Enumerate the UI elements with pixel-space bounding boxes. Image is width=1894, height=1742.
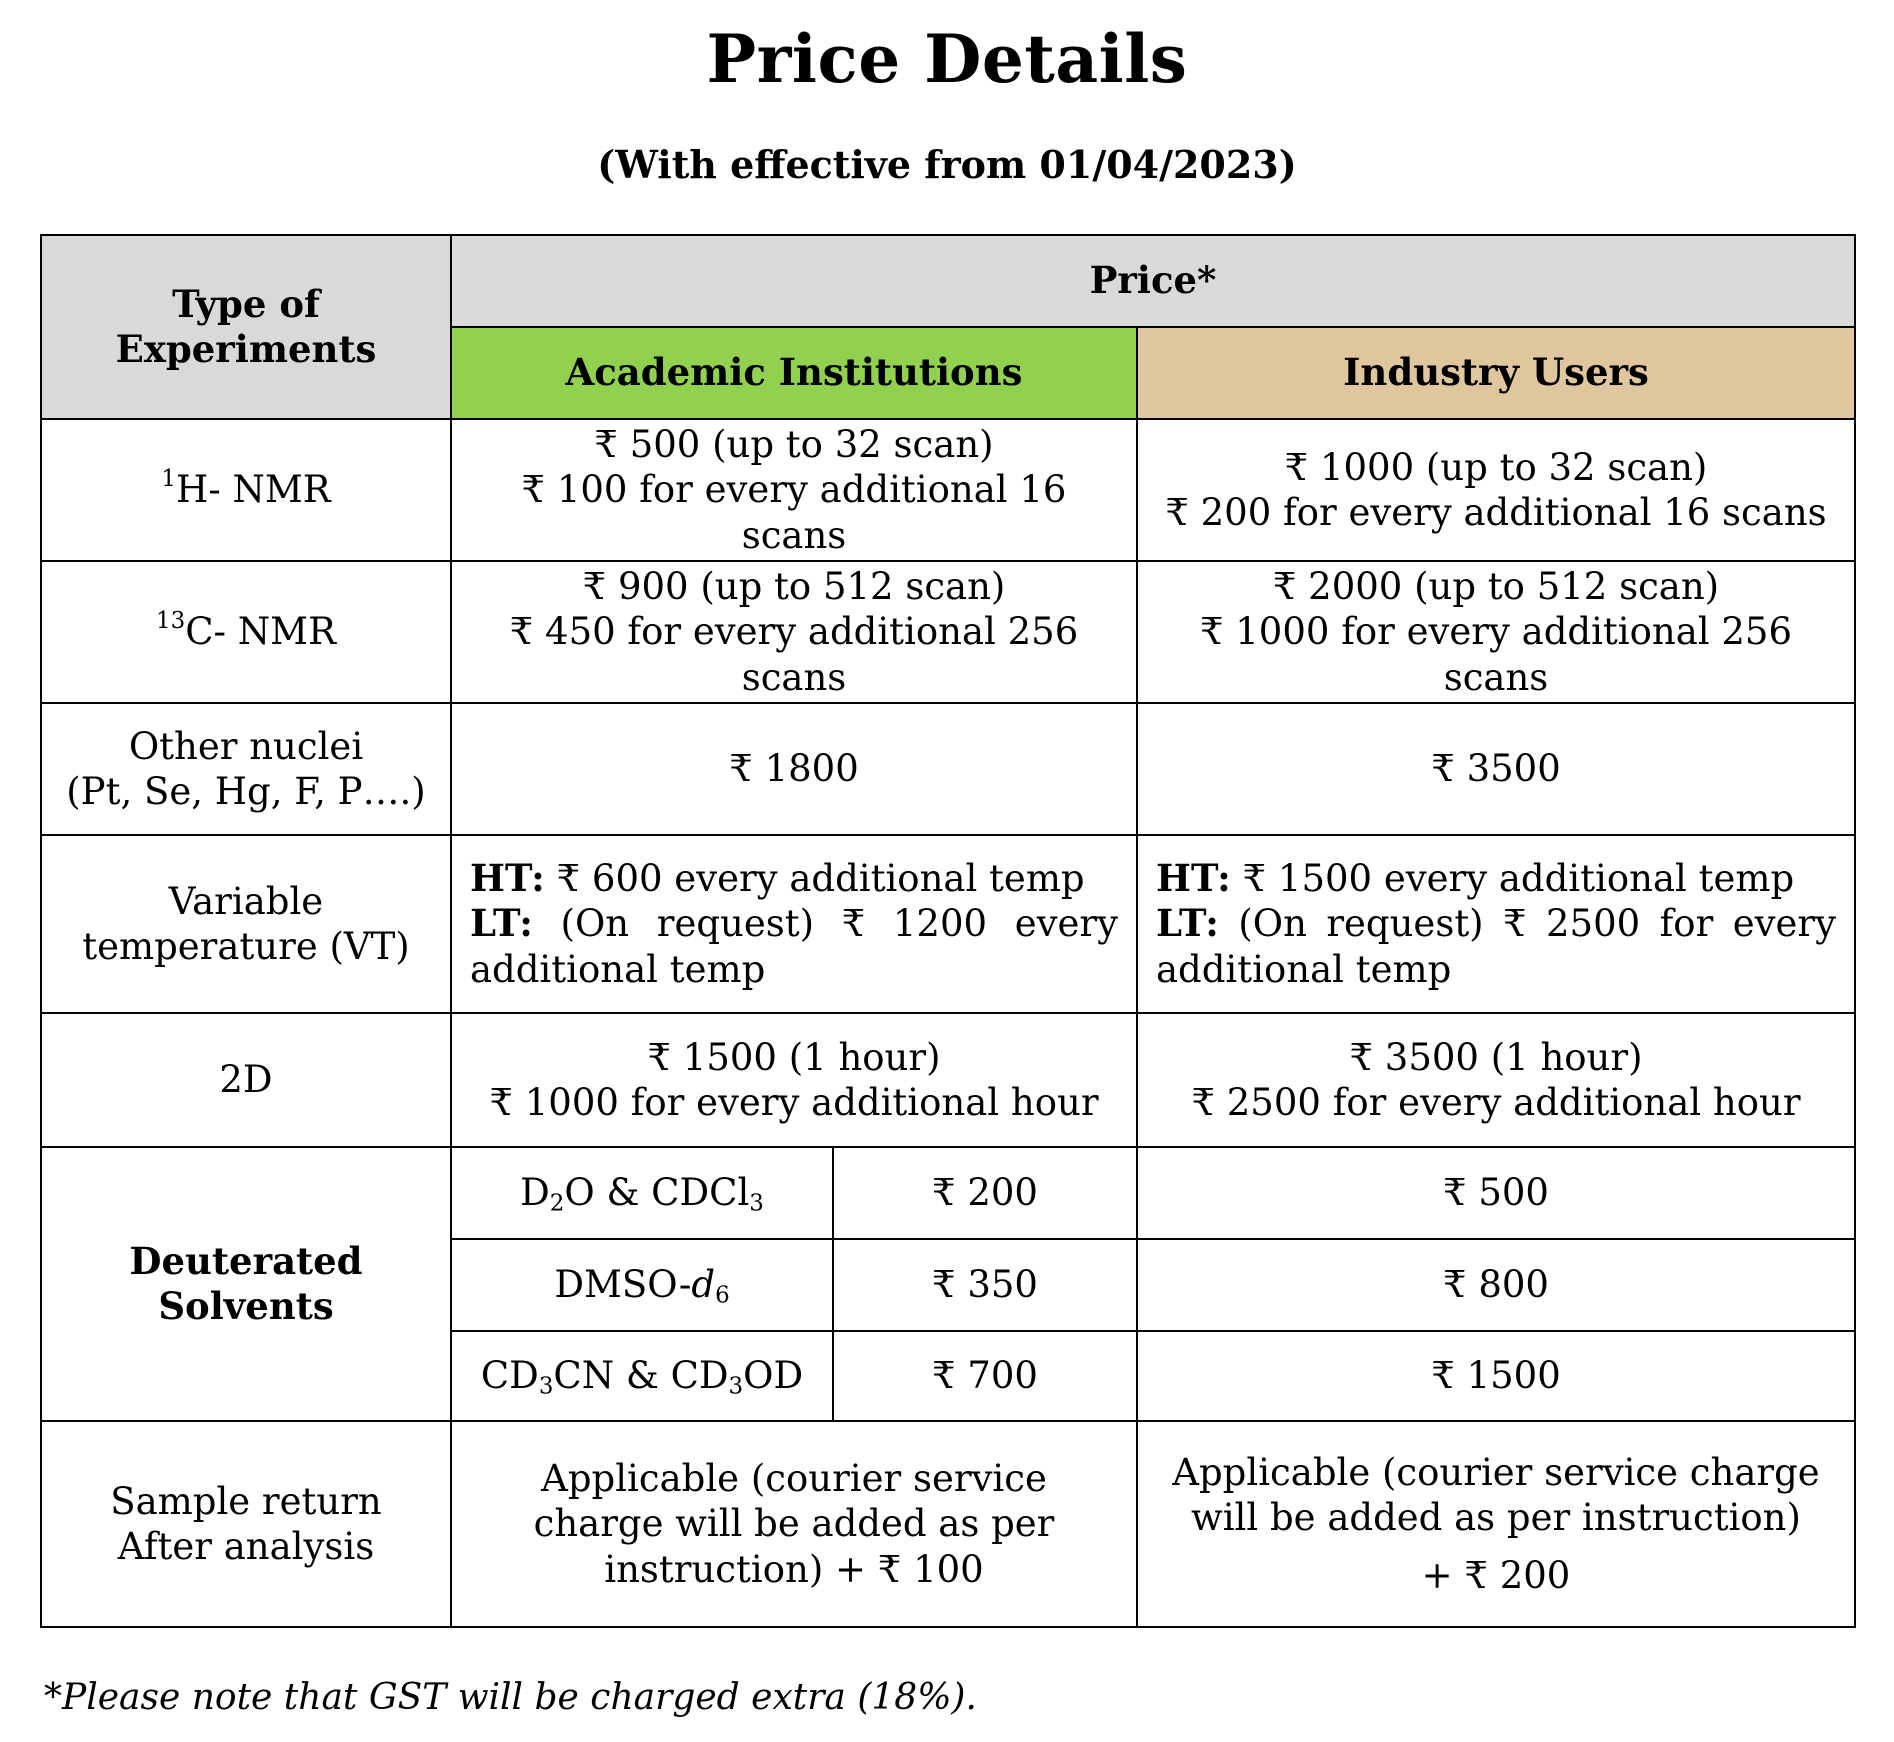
row-label-sample-return: Sample return After analysis — [41, 1421, 451, 1627]
effective-date-subtitle: (With effective from 01/04/2023) — [597, 142, 1297, 187]
solvent-name-d2o-cdcl3: $D_2O$ & CDCl$_3$ — [451, 1147, 833, 1239]
gst-footnote: *Please note that GST will be charged extra (18%). — [44, 1677, 977, 1718]
header-price: Price* — [451, 235, 1855, 327]
row-solvent-d2o-cdcl3 — [41, 1147, 1855, 1239]
cell-2d-academic: ₹ 1500 (1 hour) ₹ 1000 for every additional hour — [451, 1013, 1137, 1147]
page-title: Price Details — [706, 20, 1188, 98]
solvent-price-academic-cd3cn: ₹ 700 — [833, 1331, 1137, 1421]
cell-vt-industry: HT: ₹ 1500 every additional temp LT: (On request) ₹ 2500 for every additional temp — [1137, 835, 1855, 1013]
solvent-price-industry-d2o: ₹ 500 — [1137, 1147, 1855, 1239]
row-label-13c-nmr: $^{13}$C- NMR — [41, 561, 451, 703]
cell-13c-nmr-academic: ₹ 900 (up to 512 scan) ₹ 450 for every additional 256 scans — [451, 561, 1137, 703]
cell-other-nuclei-academic: ₹ 1800 — [451, 703, 1137, 835]
row-2d — [41, 1013, 1855, 1147]
cell-1h-nmr-industry: ₹ 1000 (up to 32 scan) ₹ 200 for every additional 16 scans — [1137, 419, 1855, 561]
header-industry-users: Industry Users — [1137, 327, 1855, 419]
header-academic-institutions: Academic Institutions — [451, 327, 1137, 419]
cell-13c-nmr-industry: ₹ 2000 (up to 512 scan) ₹ 1000 for every additional 256 scans — [1137, 561, 1855, 703]
row-13c-nmr — [41, 561, 1855, 703]
cell-sample-return-academic: Applicable (courier service charge will be added as per instruction) + ₹ 100 — [451, 1421, 1137, 1627]
solvent-price-industry-dmso: ₹ 800 — [1137, 1239, 1855, 1331]
row-sample-return — [41, 1421, 1855, 1627]
cell-2d-industry: ₹ 3500 (1 hour) ₹ 2500 for every additional hour — [1137, 1013, 1855, 1147]
header-type-of-experiments: Type of Experiments — [41, 235, 451, 419]
cell-vt-academic: HT: ₹ 600 every additional temp LT: (On request) ₹ 1200 every additional temp — [451, 835, 1137, 1013]
row-label-deuterated-solvents: Deuterated Solvents — [41, 1147, 451, 1421]
row-label-variable-temperature: Variable temperature (VT) — [41, 835, 451, 1013]
cell-sample-return-industry: Applicable (courier service charge will be added as per instruction) + ₹ 200 — [1137, 1421, 1855, 1627]
solvent-name-dmso-d6: DMSO-$d_6$ — [451, 1239, 833, 1331]
solvent-price-industry-cd3cn: ₹ 1500 — [1137, 1331, 1855, 1421]
price-table — [40, 234, 1856, 1628]
row-label-1h-nmr: $^1$H- NMR — [41, 419, 451, 561]
solvent-price-academic-dmso: ₹ 350 — [833, 1239, 1137, 1331]
cell-1h-nmr-academic: ₹ 500 (up to 32 scan) ₹ 100 for every additional 16 scans — [451, 419, 1137, 561]
row-label-other-nuclei: Other nuclei (Pt, Se, Hg, F, P….) — [41, 703, 451, 835]
solvent-name-cd3cn-cd3od: $CD_3CN$ & $CD_3OD$ — [451, 1331, 833, 1421]
row-variable-temperature — [41, 835, 1855, 1013]
header-row-price — [41, 235, 1855, 327]
solvent-price-academic-d2o: ₹ 200 — [833, 1147, 1137, 1239]
row-label-2d: 2D — [41, 1013, 451, 1147]
cell-other-nuclei-industry: ₹ 3500 — [1137, 703, 1855, 835]
row-other-nuclei — [41, 703, 1855, 835]
row-1h-nmr — [41, 419, 1855, 561]
